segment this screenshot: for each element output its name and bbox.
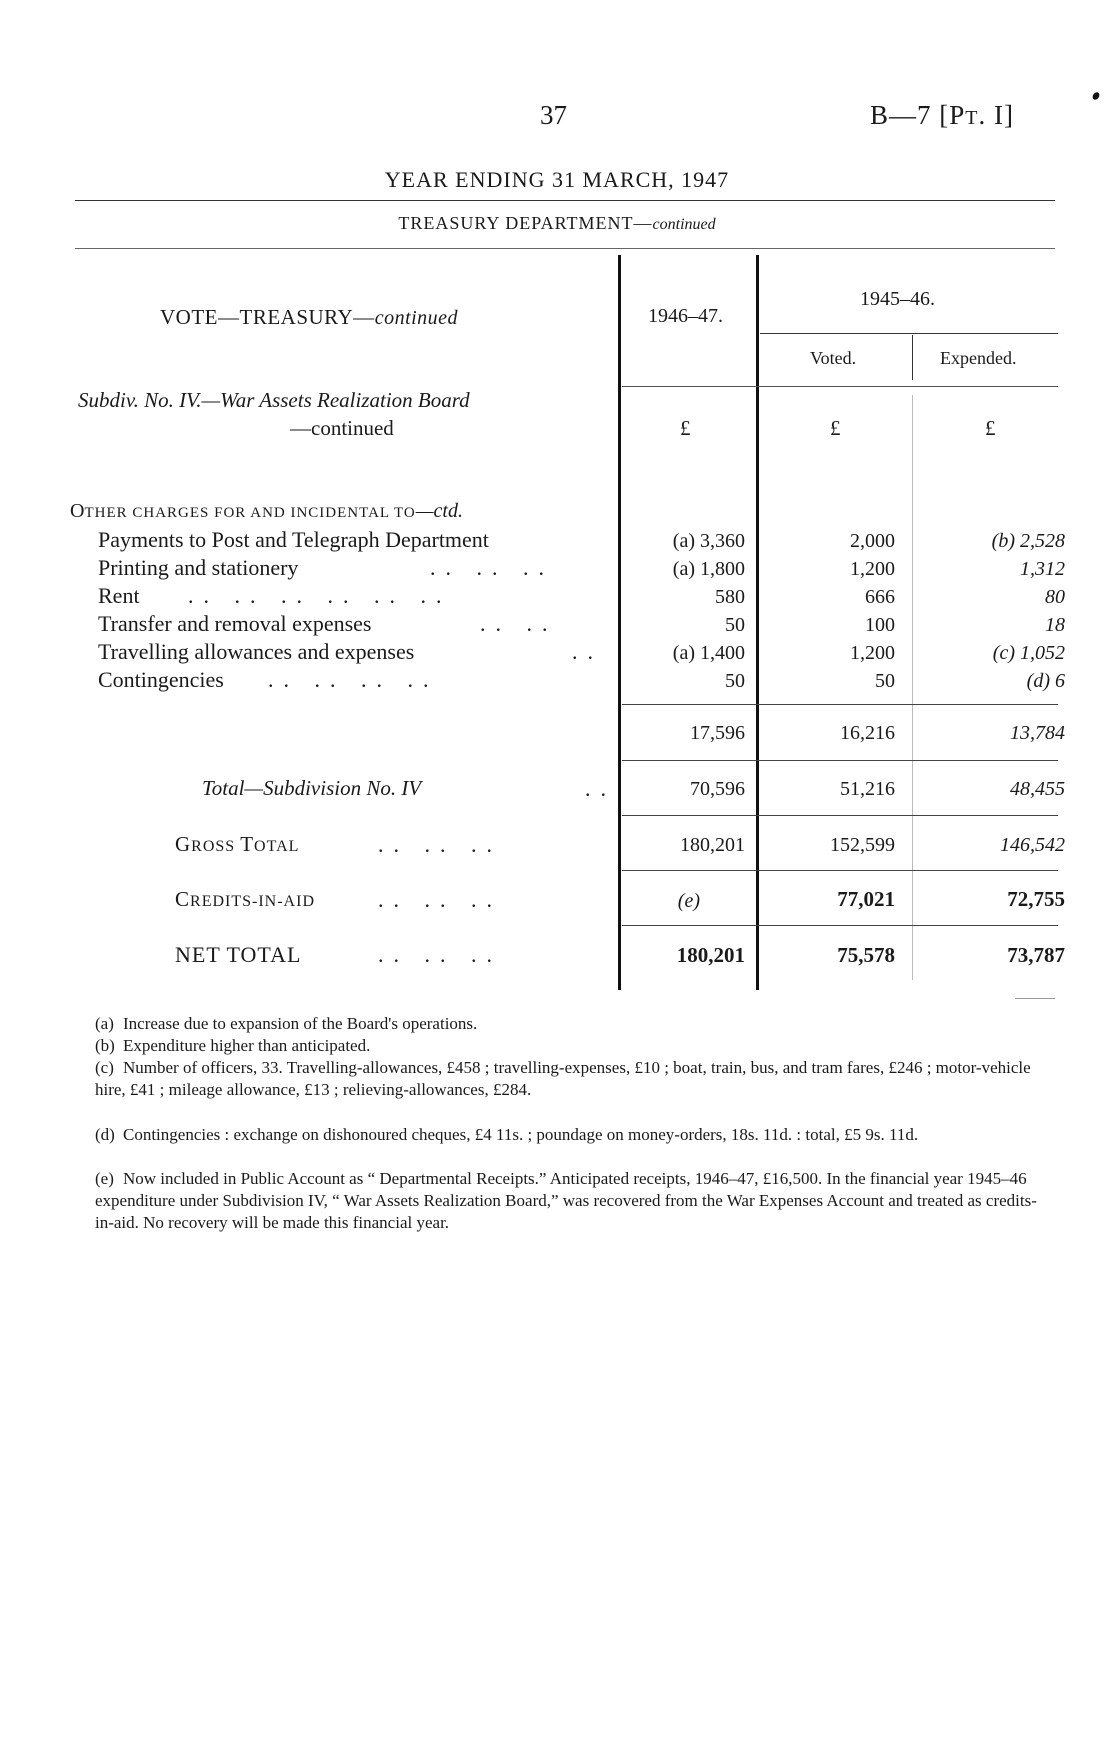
net-total-1946: 180,201 bbox=[676, 943, 745, 967]
header-split-rule bbox=[760, 333, 1058, 334]
ref-main: B—7 [P bbox=[870, 100, 966, 130]
title-rule bbox=[75, 200, 1055, 201]
table-cell-voted: 1,200 bbox=[850, 642, 895, 664]
credits-in-aid-expended: 72,755 bbox=[1007, 887, 1065, 911]
table-end-rule bbox=[1015, 998, 1055, 999]
gross-total-1946: 180,201 bbox=[680, 834, 745, 856]
table-cell-voted: 100 bbox=[865, 614, 895, 636]
table-row-label: Travelling allowances and expenses bbox=[98, 639, 415, 664]
credits-in-aid-1946: (e) bbox=[677, 890, 700, 912]
column-divider-2 bbox=[756, 255, 759, 990]
leader-dots: .. .. .. bbox=[430, 555, 554, 580]
table-row-label: Rent bbox=[98, 583, 140, 608]
credits-top-rule bbox=[622, 870, 1058, 871]
department-name: TREASURY DEPARTMENT— bbox=[398, 213, 653, 233]
footnote-b: (b) Expenditure higher than anticipated. bbox=[95, 1036, 371, 1055]
table-cell-voted: 50 bbox=[875, 670, 895, 692]
subtotal-expended: 13,784 bbox=[1010, 722, 1065, 744]
table-cell-1946: (a) 3,360 bbox=[672, 530, 745, 552]
table-cell-voted: 2,000 bbox=[850, 530, 895, 552]
net-total-expended: 73,787 bbox=[1007, 943, 1065, 967]
table-cell-expended: 18 bbox=[1045, 614, 1065, 636]
gross-total-expended: 146,542 bbox=[1000, 834, 1065, 856]
leader-dots: .. .. bbox=[480, 611, 558, 636]
total-subdivision-voted: 51,216 bbox=[840, 778, 895, 800]
table-cell-1946: 580 bbox=[715, 586, 745, 608]
footnote-e: (e) Now included in Public Account as “ Departmental Receipts.” Anticipated receipts, 1946–47, £16,500. In the financial year 1945–46 expenditure under Subdivision IV, “ War Assets Realization Board,” was recovered from the War Expenses Account and treated as credits-in-aid. No recovery will be made this financial year. bbox=[95, 1169, 1037, 1232]
leader-dots: .. .. .. .. bbox=[268, 667, 439, 692]
table-cell-voted: 666 bbox=[865, 586, 895, 608]
department-title bbox=[0, 213, 1114, 234]
column-divider-3 bbox=[912, 335, 913, 380]
table-row-label: Contingencies bbox=[98, 667, 224, 692]
subdivision-heading bbox=[78, 388, 470, 413]
footnote-d: (d) Contingencies : exchange on dishonoured cheques, £4 11s. ; poundage on money-orders, 18s. 11d. : total, £5 9s. 11d. bbox=[95, 1125, 919, 1144]
table-cell-1946: 50 bbox=[725, 614, 745, 636]
leader-dots: .. .. .. .. .. .. bbox=[188, 583, 452, 608]
leader-dots: .. .. .. bbox=[378, 887, 502, 912]
table-cell-expended: 80 bbox=[1045, 586, 1065, 608]
leader-dots: .. .. .. bbox=[378, 942, 502, 967]
column-divider-3-lower bbox=[912, 395, 913, 980]
document-reference bbox=[870, 100, 1014, 131]
subdivision-continued: —continued bbox=[290, 416, 394, 440]
vote-title bbox=[160, 305, 458, 330]
leader-dots: .. bbox=[585, 776, 616, 801]
credits-in-aid-label: CREDITS-IN-AID bbox=[175, 887, 315, 911]
table-row-label: Transfer and removal expenses bbox=[98, 611, 372, 636]
column-header-voted: Voted. bbox=[810, 348, 857, 368]
table-cell-expended: (b) 2,528 bbox=[991, 530, 1065, 552]
ink-mark bbox=[1091, 91, 1101, 101]
subtotal-1946: 17,596 bbox=[690, 722, 745, 744]
currency-1946: £ bbox=[680, 416, 691, 440]
gross-total-voted: 152,599 bbox=[830, 834, 895, 856]
department-continued: continued bbox=[652, 216, 716, 233]
table-top-rule bbox=[75, 248, 1055, 249]
total-subdivision-label: Total—Subdivision No. IV bbox=[202, 776, 422, 800]
header-bottom-rule bbox=[622, 386, 1058, 387]
net-total-label: NET TOTAL bbox=[175, 942, 302, 967]
leader-dots: .. bbox=[572, 639, 603, 664]
leader-dots: .. .. .. bbox=[378, 832, 502, 857]
table-cell-expended: 1,312 bbox=[1020, 558, 1065, 580]
gross-top-rule bbox=[622, 815, 1058, 816]
table-cell-1946: (a) 1,800 bbox=[672, 558, 745, 580]
other-charges-heading bbox=[70, 500, 463, 523]
subtotal-bottom-rule bbox=[622, 760, 1058, 761]
footnote-c: (c) Number of officers, 33. Travelling-allowances, £458 ; travelling-expenses, £10 ; boat, train, bus, and tram fares, £246 ; motor-vehicle hire, £41 ; mileage allowance, £13 ; relieving-allowances, £284. bbox=[95, 1058, 1031, 1099]
column-header-1945: 1945–46. bbox=[860, 288, 935, 310]
table-row-label: Payments to Post and Telegraph Department bbox=[98, 527, 489, 552]
currency-expended: £ bbox=[985, 416, 996, 440]
currency-voted: £ bbox=[830, 416, 841, 440]
credits-in-aid-voted: 77,021 bbox=[837, 887, 895, 911]
table-row-label: Printing and stationery bbox=[98, 555, 299, 580]
column-divider-1 bbox=[618, 255, 621, 990]
table-cell-expended: (c) 1,052 bbox=[992, 642, 1065, 664]
other-charges-initial: O bbox=[70, 500, 85, 522]
net-total-voted: 75,578 bbox=[837, 943, 895, 967]
vote-continued: continued bbox=[374, 307, 459, 329]
vote-name: VOTE—TREASURY— bbox=[160, 305, 375, 329]
ref-end: . I] bbox=[978, 100, 1014, 130]
table-cell-1946: 50 bbox=[725, 670, 745, 692]
footnote-a: (a) Increase due to expansion of the Board's operations. bbox=[95, 1014, 478, 1033]
subtotal-rule bbox=[622, 704, 1058, 705]
table-cell-1946: (a) 1,400 bbox=[672, 642, 745, 664]
subdivision-title: Subdiv. No. IV.—War Assets Realization Board bbox=[78, 388, 470, 412]
gross-total-label: GROSS TOTAL bbox=[175, 832, 300, 856]
page-number: 37 bbox=[540, 100, 567, 130]
table-cell-expended: (d) 6 bbox=[1026, 670, 1065, 692]
subtotal-voted: 16,216 bbox=[840, 722, 895, 744]
table-cell-voted: 1,200 bbox=[850, 558, 895, 580]
column-header-1946: 1946–47. bbox=[648, 305, 723, 327]
net-top-rule bbox=[622, 925, 1058, 926]
column-header-expended: Expended. bbox=[940, 348, 1017, 368]
year-title: YEAR ENDING 31 MARCH, 1947 bbox=[384, 167, 730, 192]
ref-small: T bbox=[965, 107, 979, 129]
total-subdivision-expended: 48,455 bbox=[1010, 778, 1065, 800]
other-charges-ctd: —ctd. bbox=[415, 500, 463, 522]
other-charges-text: THER CHARGES FOR AND INCIDENTAL TO bbox=[84, 505, 416, 521]
total-subdivision-1946: 70,596 bbox=[690, 778, 745, 800]
